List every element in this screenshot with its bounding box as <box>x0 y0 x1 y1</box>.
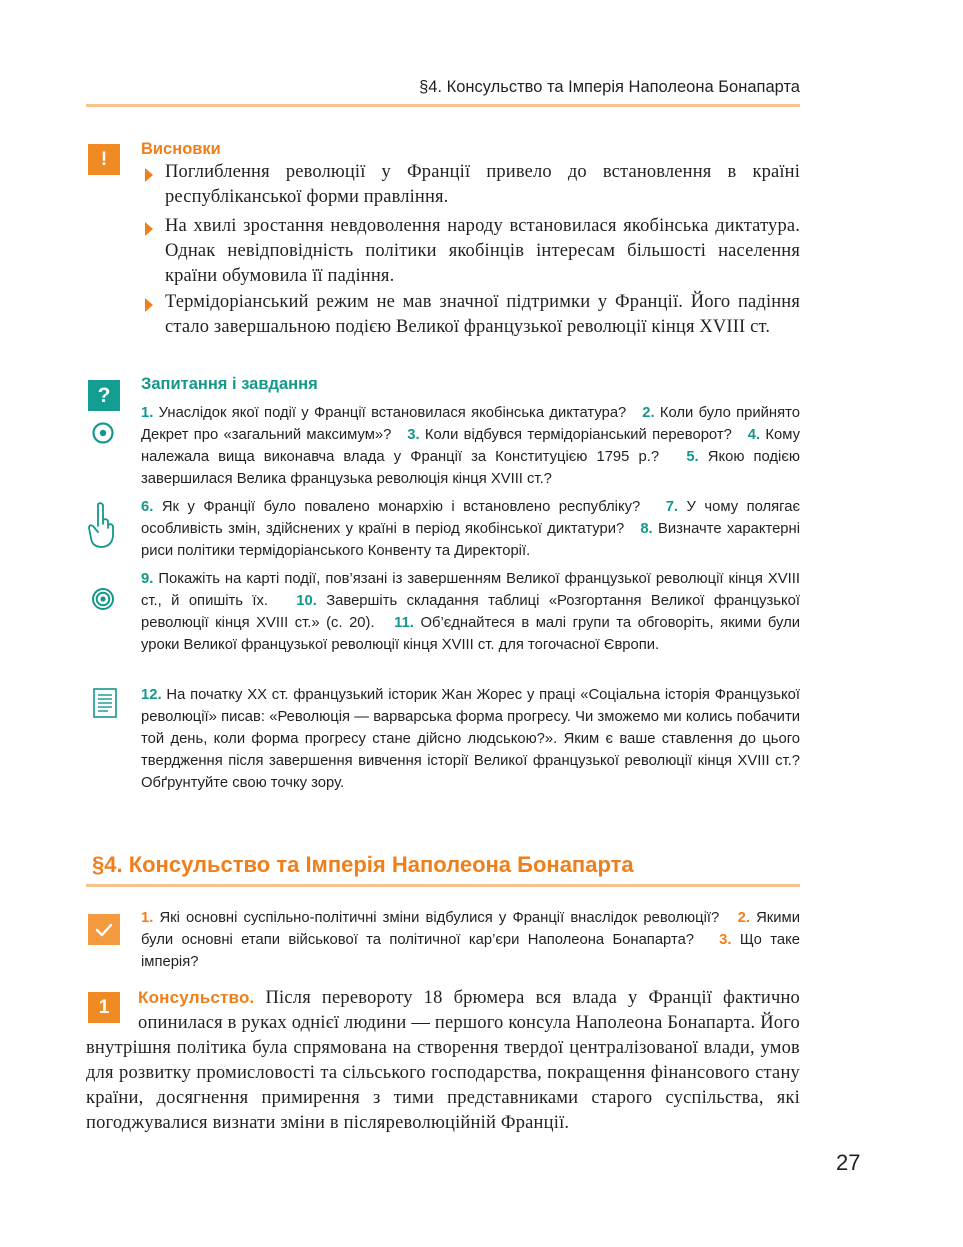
review-text: Якими були основні етапи військової та політичної кар’єри Наполеона Бонапарта? <box>141 910 800 948</box>
task-number: 2. <box>642 405 655 421</box>
hand-icon <box>86 500 116 550</box>
task-text: Коли відбувся термідоріанський переворот? <box>424 427 732 443</box>
task-number: 3. <box>407 427 420 443</box>
task-number: 5. <box>686 449 699 465</box>
task-number: 1. <box>141 405 154 421</box>
questions-title: Запитання і завдання <box>141 375 318 393</box>
review-text: Що таке імперія? <box>141 932 800 970</box>
chapter-title: §4. Консульство та Імперія Наполеона Бонапарта <box>92 852 634 877</box>
bullet-icon <box>145 162 157 182</box>
task-text: Як у Франції було повалено монархію і встановлено республіку? <box>161 499 641 515</box>
checkmark-icon <box>88 914 120 945</box>
conclusions-title: Висновки <box>141 140 221 158</box>
section-lead: Консульство. <box>138 988 255 1007</box>
task-number: 9. <box>141 571 154 587</box>
task-text: У чому полягає особливість змін, здійснених у країні в період якобінської диктатури? <box>141 499 800 537</box>
conclusion-item: Поглиблення революції у Франції привело до встановлення в країні республіканської форми правління. <box>165 162 800 207</box>
review-number: 2. <box>737 910 750 926</box>
conclusion-item: Термідоріанський режим не мав значної підтримки у Франції. Його падіння стало завершальною подією Великої французької революції кінця XVIII ст. <box>165 292 800 337</box>
task-group <box>141 496 800 562</box>
task-number: 10. <box>296 593 317 609</box>
document-icon <box>93 688 117 718</box>
review-questions <box>141 907 800 973</box>
bullet-icon <box>145 216 157 236</box>
task-text: Якою подією завершилася Велика французька революція кінця XVIII ст.? <box>141 449 800 487</box>
task-text: Покажіть на карті події, пов’язані із завершенням Великої французької революції кінця XVIII ст., й опишіть їх. <box>141 571 800 609</box>
task-text: Кому належала вища виконавча влада у Франції за Конституцією 1795 р.? <box>141 427 801 465</box>
task-number: 12. <box>141 687 162 703</box>
task-number: 11. <box>394 615 414 631</box>
question-icon: ? <box>88 380 120 411</box>
task-text: Унаслідок якої події у Франції встановилася якобінська диктатура? <box>158 405 627 421</box>
running-header: §4. Консульство та Імперія Наполеона Бонапарта <box>419 78 800 96</box>
task-number: 8. <box>640 521 653 537</box>
section-number-badge: 1 <box>88 992 120 1023</box>
task-number: 4. <box>747 427 761 443</box>
task-group <box>141 402 800 490</box>
review-number: 1. <box>141 910 154 926</box>
task-group <box>141 568 800 656</box>
recall-icon <box>91 421 115 445</box>
task-text: На початку XX ст. французький історик Жан Жорес у праці «Соціальна історія Французької революції» писав: «Революція — варварська форма прогресу. Чи зможемо ми колись побачити той день, коли форма прогресу стане дійсно людською?». Яким є ваше ставлення до цього твердження після завершення вивчення історії Великої французької революції кінця XVIII ст.? Обґрунтуйте свою точку зору. <box>141 687 800 791</box>
review-number: 3. <box>719 932 732 948</box>
section-paragraph <box>86 985 800 1136</box>
task-text: Коли було прийнято Декрет про «загальний максимум»? <box>141 405 800 443</box>
page-number: 27 <box>836 1150 861 1175</box>
conclusion-item: На хвилі зростання невдоволення народу встановилася якобінська диктатура. Однак невідповідність політики якобінців інтересам більшості населення країни обумовила її падіння. <box>165 216 800 286</box>
task-number: 6. <box>141 499 154 515</box>
task-text: Визначте характерні риси політики термідоріанського Конвенту та Директорії. <box>141 521 800 559</box>
target-icon <box>91 587 115 611</box>
bullet-icon <box>145 292 157 312</box>
task-text: Завершіть складання таблиці «Розгортання Великої французької революції кінця XVIII ст.» (с. 20). <box>141 593 800 631</box>
section-text: Після перевороту 18 брюмера вся влада у Франції фактично опинилася в руках однієї людини — першого консула Наполеона Бонапарта. Його внутрішня політика була спрямована на створення твердої централізованої влади, умов для розвитку промисловості та сільського господарства, покращення фінансового стану країни, досягнення примирення з тими представниками старого суспільства, які погоджувалися визнати зміни в післяреволюційній Франції. <box>86 988 801 1133</box>
task-group <box>141 684 800 794</box>
task-text: Об’єднайтеся в малі групи та обговоріть, якими були уроки Великої французької революції кінця XVIII ст. для тогочасної Європи. <box>141 615 800 653</box>
header-rule <box>86 104 800 107</box>
task-number: 7. <box>665 499 679 515</box>
chapter-rule <box>86 884 800 887</box>
exclamation-icon: ! <box>88 144 120 175</box>
review-text: Які основні суспільно-політичні зміни відбулися у Франції внаслідок революції? <box>159 910 720 926</box>
check-glyph-icon <box>95 922 113 938</box>
